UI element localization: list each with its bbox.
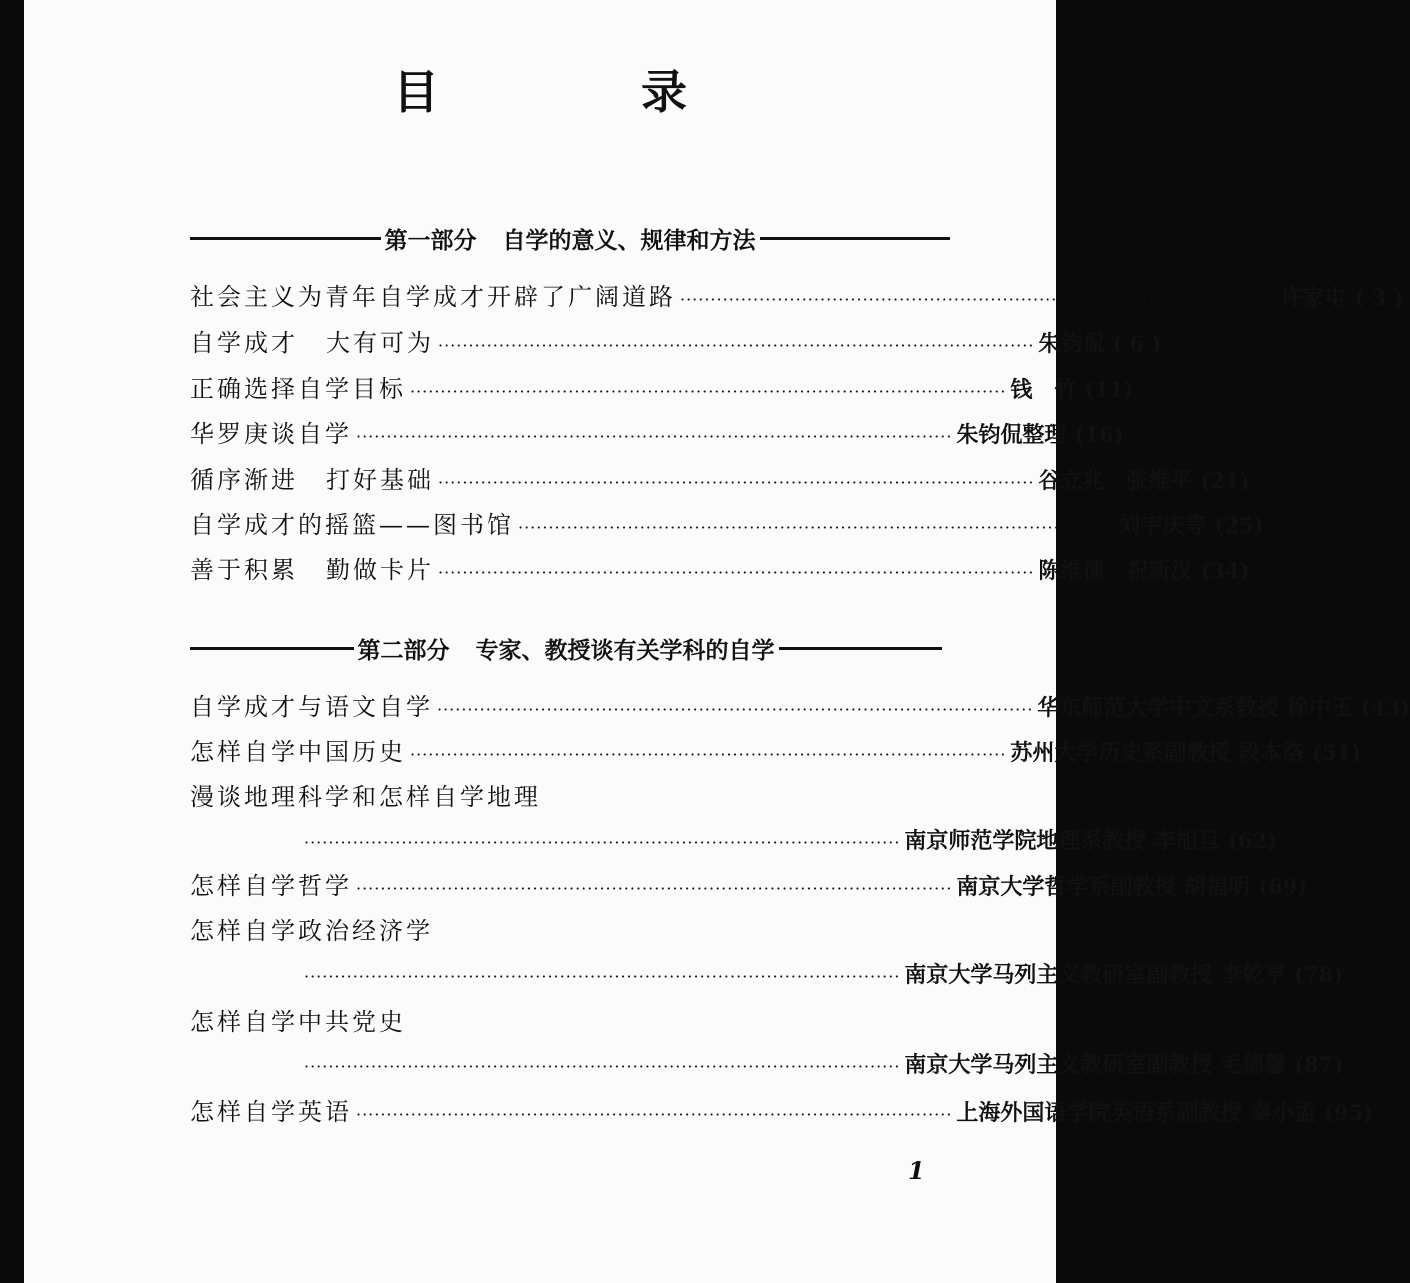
entry-title: 正确选择自学目标 bbox=[190, 375, 406, 403]
entry-author: 钱 竹 bbox=[1010, 377, 1077, 403]
entry-author: 朱钧侃整理 bbox=[956, 422, 1067, 448]
entry-author: 南京大学哲学系副教授 胡福明 bbox=[956, 874, 1251, 900]
leader-dots: ·································································································· bbox=[438, 473, 1035, 492]
entry-page: (62) bbox=[1228, 828, 1278, 853]
entry-author: 上海外国语学院英语系副教授 秦小孟 bbox=[956, 1100, 1317, 1126]
entry-author: 南京大学马列主义教研室副教授 李乾亨 bbox=[904, 962, 1287, 988]
entry-title: 循序渐进 bbox=[190, 466, 298, 494]
toc-entry-continuation bbox=[304, 1050, 1344, 1082]
section-name: 专家、教授谈有关学科的自学 bbox=[475, 637, 775, 664]
entry-title: 善于积累 bbox=[190, 556, 298, 584]
entry-page: (11) bbox=[1084, 377, 1134, 402]
section-rule bbox=[779, 647, 943, 650]
page-title: 目 录 bbox=[393, 65, 765, 119]
toc-entry bbox=[190, 737, 1362, 770]
leader-dots: ·································································································· bbox=[410, 382, 1007, 401]
entry-title: 大有可为 bbox=[326, 329, 434, 357]
entry-page: (21) bbox=[1200, 468, 1250, 493]
toc-entry bbox=[190, 328, 1162, 361]
leader-dots: ·································································································· bbox=[410, 745, 1007, 764]
entry-author: 许家屯 bbox=[1280, 285, 1347, 311]
entry-author: 陈维德 祝新汉 bbox=[1038, 558, 1193, 584]
leader-dots: ·································································································· bbox=[304, 833, 901, 852]
leader-dots: ·································································································· bbox=[356, 427, 953, 446]
toc-entry bbox=[190, 510, 1264, 543]
entry-author: 华东师范大学中文系教授 徐中玉 bbox=[1037, 695, 1354, 721]
section-number: 第一部分 bbox=[384, 227, 477, 254]
entry-author: 谷立兆 张维平 bbox=[1038, 468, 1193, 494]
entry-title: 怎样自学英语 bbox=[190, 1098, 352, 1126]
leader-dots: ·································································································· bbox=[438, 563, 1035, 582]
entry-title: 打好基础 bbox=[326, 466, 434, 494]
entry-page: (69) bbox=[1258, 874, 1308, 899]
section-heading-part1 bbox=[190, 222, 950, 255]
toc-entry bbox=[190, 1097, 1374, 1130]
entry-title: 怎样自学中国历史 bbox=[190, 738, 406, 766]
toc-entry-continuation bbox=[304, 826, 1278, 858]
page-number: 1 bbox=[908, 1156, 925, 1185]
leader-dots: ·································································································· bbox=[437, 700, 1034, 719]
leader-dots: ·································································································· bbox=[356, 879, 953, 898]
section-rule bbox=[190, 237, 381, 240]
entry-title: 自学成才 bbox=[190, 329, 298, 357]
leader-dots: ·································································································· bbox=[680, 290, 1277, 309]
section-rule bbox=[190, 647, 354, 650]
section-name: 自学的意义、规律和方法 bbox=[502, 227, 756, 254]
entry-title: 华罗庚谈自学 bbox=[190, 420, 352, 448]
toc-entry bbox=[190, 871, 1308, 904]
entry-page: (78) bbox=[1294, 962, 1344, 987]
entry-title: 自学成才与语文自学 bbox=[190, 693, 433, 721]
toc-entry bbox=[190, 419, 1124, 452]
entry-author: 苏州大学历史系副教授 段本洛 bbox=[1010, 740, 1305, 766]
entry-title: 自学成才的摇篮——图书馆 bbox=[190, 511, 514, 539]
entry-page: ( 6 ) bbox=[1112, 331, 1162, 356]
leader-dots: ·································································································· bbox=[304, 967, 901, 986]
entry-page: (16) bbox=[1074, 422, 1124, 447]
section-heading-part2 bbox=[190, 632, 942, 665]
entry-title: 怎样自学中共党史 bbox=[190, 1008, 406, 1036]
toc-entry bbox=[190, 374, 1134, 407]
leader-dots: ·································································································· bbox=[438, 336, 1035, 355]
toc-entry bbox=[190, 465, 1250, 498]
section-number: 第二部分 bbox=[357, 637, 450, 664]
toc-entry-continuation bbox=[304, 960, 1344, 992]
section-rule bbox=[760, 237, 951, 240]
entry-author: 朱钧侃 bbox=[1038, 331, 1105, 357]
leader-dots: ·································································································· bbox=[518, 518, 1115, 537]
entry-page: ( 3 ) bbox=[1354, 285, 1404, 310]
entry-title: 社会主义为青年自学成才开辟了广阔道路 bbox=[190, 283, 676, 311]
entry-page: (25) bbox=[1214, 513, 1264, 538]
leader-dots: ·································································································· bbox=[356, 1105, 953, 1124]
entry-author: 南京师范学院地理系教授 李旭旦 bbox=[904, 828, 1221, 854]
entry-page: (95) bbox=[1324, 1100, 1374, 1125]
book-page bbox=[24, 0, 1410, 1283]
entry-page: (87) bbox=[1294, 1052, 1344, 1077]
entry-title: 勤做卡片 bbox=[326, 556, 434, 584]
entry-title: 怎样自学政治经济学 bbox=[190, 917, 433, 945]
leader-dots: ·································································································· bbox=[304, 1057, 901, 1076]
entry-title: 怎样自学哲学 bbox=[190, 872, 352, 900]
toc-entry bbox=[190, 282, 1404, 315]
entry-page: (43) bbox=[1361, 695, 1410, 720]
entry-page: (51) bbox=[1312, 740, 1362, 765]
entry-page: (34) bbox=[1200, 558, 1250, 583]
entry-author: 刘宇庆等 bbox=[1118, 513, 1207, 539]
entry-author: 南京大学马列主义教研室副教授 毛德馨 bbox=[904, 1052, 1287, 1078]
toc-entry bbox=[190, 555, 1250, 588]
toc-entry bbox=[190, 692, 1410, 725]
entry-title: 漫谈地理科学和怎样自学地理 bbox=[190, 783, 541, 811]
